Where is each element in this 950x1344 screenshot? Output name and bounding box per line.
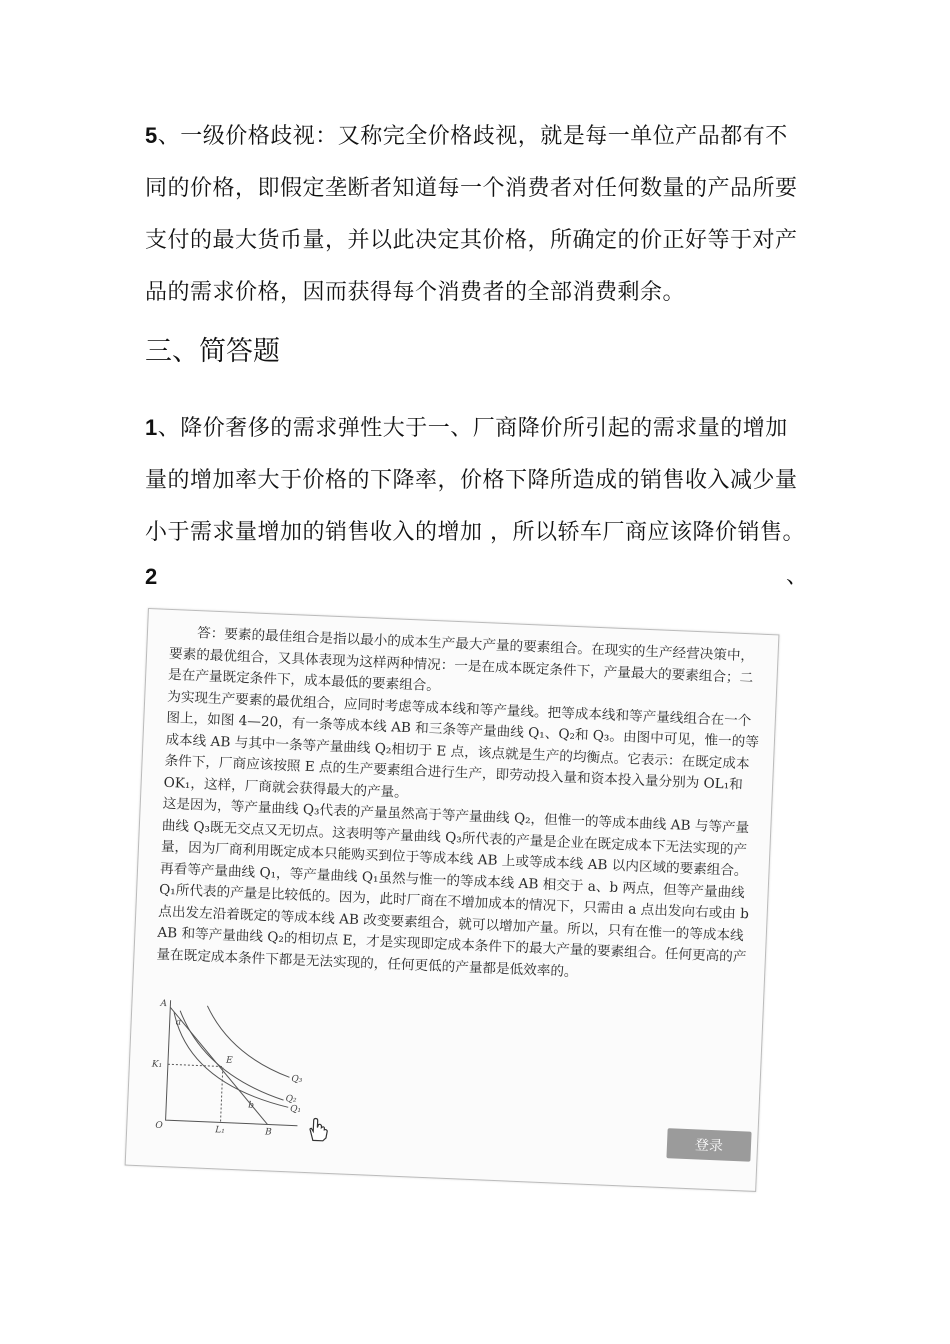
question-1-number: 1 <box>145 415 158 440</box>
label-l1: L₁ <box>214 1125 225 1136</box>
hand-cursor-icon <box>305 1116 332 1143</box>
item-5-paragraph <box>145 110 810 319</box>
embedded-answer-image <box>125 608 780 1192</box>
label-q1: Q₁ <box>289 1104 302 1115</box>
axes <box>166 1000 303 1125</box>
label-origin: O <box>155 1120 163 1132</box>
answer-text <box>156 622 765 991</box>
isoquant-diagram <box>147 992 313 1139</box>
label-a-axis: A <box>160 998 168 1010</box>
label-b-axis: B <box>264 1127 272 1138</box>
label-e: E <box>225 1055 233 1066</box>
section-3-heading: 三、简答题 <box>145 336 280 367</box>
answer-paragraph-1: 答：要素的最佳组合是指以最小的成本生产最大产量的要素组合。在现实的生产经营决策中，要素的最优组合，又具体表现为这样两种情况：一是在成本既定条件下，产量最大的要素组合；二是在产量既定条件下，成本最低的要素组合。 <box>167 625 755 695</box>
label-a-point: a <box>175 1017 182 1028</box>
answer-paragraph-3: 这是因为，等产量曲线 Q₃代表的产量虽然高于等产量曲线 Q₂，但惟一的等成本曲线 AB 与等产量曲线 Q₃既无交点又无切点。这表明等产量曲线 Q₃所代表的产量是企业在既定成本下无法实现的产量，因为厂商利用既定成本只能购买到位于等成本线 AB 上或等成本线 AB 以内区域的要素组合。再看等产量曲线 Q₁，等产量曲线 Q₁虽然与惟一的等成本线 AB 相交于 a、b 两点，但等产量曲线 Q₁所代表的产量是比较低的。因为，此时厂商在不增加成本的情况下，只需由 a 点出发向右或由 b 点出发左沿着既定的等成本线 AB 改变要素组合，就可以增加产量。所以，只有在惟一的等成本线 AB 和等产量曲线 Q₂的相切点 E，才是实现即定成本条件下的最大产量的要素组合。任何更高的产量在既定成本条件下都是无法实现的，任何更低的产量都是低效率的。 <box>156 795 750 980</box>
item-5-text: 、一级价格歧视：又称完全价格歧视，就是每一单位产品都有不同的价格，即假定垄断者知道每一个消费者对任何数量的产品所要支付的最大货币量，并以此决定其价格，所确定的价正好等于对产品的需求价格，因而获得每个消费者的全部消费剩余。 <box>145 124 798 305</box>
question-1-text: 、降价奢侈的需求弹性大于一、厂商降价所引起的需求量的增加量的增加率大于价格的下降率，价格下降所造成的销售收入减少量小于需求量增加的销售收入的增加 ，所以轿车厂商应该降价销售。 <box>145 416 805 545</box>
equilibrium-guides <box>166 1064 223 1122</box>
question-2-mark: 、 <box>786 564 809 589</box>
login-button[interactable]: 登录 <box>666 1128 751 1161</box>
question-2-number: 2 <box>145 564 158 589</box>
item-5-number: 5 <box>145 123 158 148</box>
label-k1: K₁ <box>151 1059 163 1070</box>
question-1-paragraph <box>145 402 810 559</box>
label-q2: Q₂ <box>285 1094 297 1105</box>
label-b-point: b <box>248 1100 255 1111</box>
answer-paragraph-2: 为实现生产要素的最优组合，应同时考虑等成本线和等产量线。把等成本线和等产量线组合在一个图上，如图 4—20，有一条等成本线 AB 和三条等产量曲线 Q₁、Q₂和 Q₃。由图中可见，惟一的等成本线 AB 与其中一条等产量曲线 Q₂相切于 E 点，该点就是生产的均衡点。它表示：在既定成本条件下，厂商应该按照 E 点的生产要素组合进行生产，即劳动投入量和资本投入量分别为 OL₁和 OK₁，这样，厂商就会获得最大的产量。 <box>163 688 760 801</box>
label-q3: Q₃ <box>291 1074 303 1085</box>
